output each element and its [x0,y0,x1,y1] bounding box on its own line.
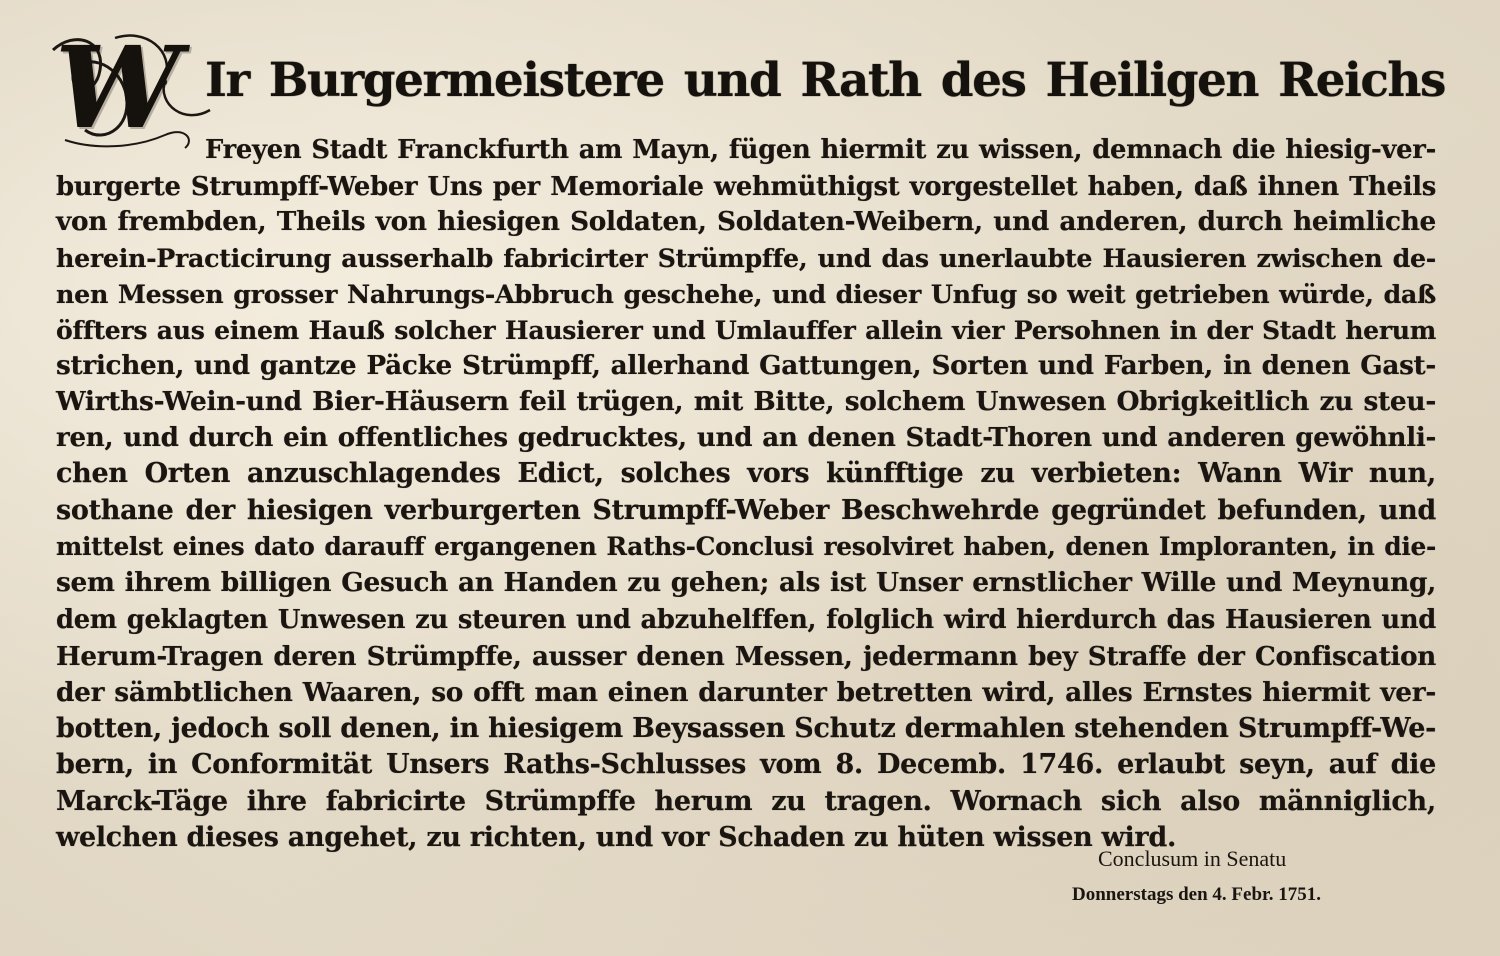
closing-conclusum: Conclusum in Senatu [1098,846,1287,871]
body-line: Herum-Tragen deren Strümpffe, ausser denen Messen, jedermann bey Straffe der Confiscation [56,641,1436,672]
body-line: Freyen Stadt Franckfurth am Mayn, fügen hiermit zu wissen, demnach die hiesig-ver- [205,135,1436,165]
body-line: bern, in Conformität Unsers Raths-Schlusses vom 8. Decemb. 1746. erlaubt seyn, auf die [56,749,1436,780]
body-line: der sämbtlichen Waaren, so offt man einen darunter betretten wird, alles Ernstes hiermit ver- [56,677,1436,708]
body-line-last: welchen dieses angehet, zu richten, und vor Schaden zu hüten wissen wird. [56,822,1177,853]
body-line: chen Orten anzuschlagendes Edict, solches vors künfftige zu verbieten: Wann Wir nun, [56,458,1436,489]
body-line: nen Messen grosser Nahrungs-Abbruch geschehe, und dieser Unfug so weit getrieben würde, daß [56,279,1436,309]
body-line: ren, und durch ein offentliches gedrucktes, und an denen Stadt-Thoren und anderen gewöhnli- [56,422,1436,453]
body-line: dem geklagten Unwesen zu steuren und abzuhelffen, folglich wird hierdurch das Hausieren und [56,605,1436,635]
body-line: sothane der hiesigen verburgerten Strumpff-Weber Beschwehrde gegründet befunden, und [56,495,1436,526]
edict-heading [45,23,1445,154]
body-line: strichen, und gantze Päcke Strümpff, allerhand Gattungen, Sorten und Farben, in denen Gast- [56,350,1436,381]
body-line: Wirths-Wein-und Bier-Häusern feil trügen, mit Bitte, solchem Unwesen Obrigkeitlich zu steu- [56,386,1436,417]
body-line: botten, jedoch soll denen, in hiesigem Beysassen Schutz dermahlen stehenden Strumpff-We- [56,713,1436,744]
body-line: öffters aus einem Hauß solcher Hausierer und Umlauffer allein vier Persohnen in der Stadt herum [56,315,1436,345]
heading-initial-letter: W [55,23,163,154]
body-line: sem ihrem billigen Gesuch an Handen zu gehen; als ist Unser ernstlicher Wille und Meynung, [56,567,1436,598]
body-line: burgerte Strumpff-Weber Uns per Memoriale wehmüthigst vorgestellet haben, daß ihnen Theils [56,172,1436,202]
body-line: von frembden, Theils von hiesigen Soldaten, Soldaten-Weibern, und anderen, durch heimliche [56,206,1436,237]
body-line: herein-Practicirung ausserhalb fabricirter Strümpffe, und das unerlaubte Hausieren zwischen de- [56,243,1436,273]
heading-title-text: Ir Burgermeistere und Rath des Heiligen Reichs [205,53,1445,108]
closing-date: Donnerstags den 4. Febr. 1751. [1072,884,1321,905]
body-line: mittelst eines dato darauff ergangenen Raths-Conclusi resolviret haben, denen Imploranten, in die- [56,532,1436,561]
body-line: Marck-Täge ihre fabricirte Strümpffe herum zu tragen. Wornach sich also männiglich, [56,786,1436,817]
